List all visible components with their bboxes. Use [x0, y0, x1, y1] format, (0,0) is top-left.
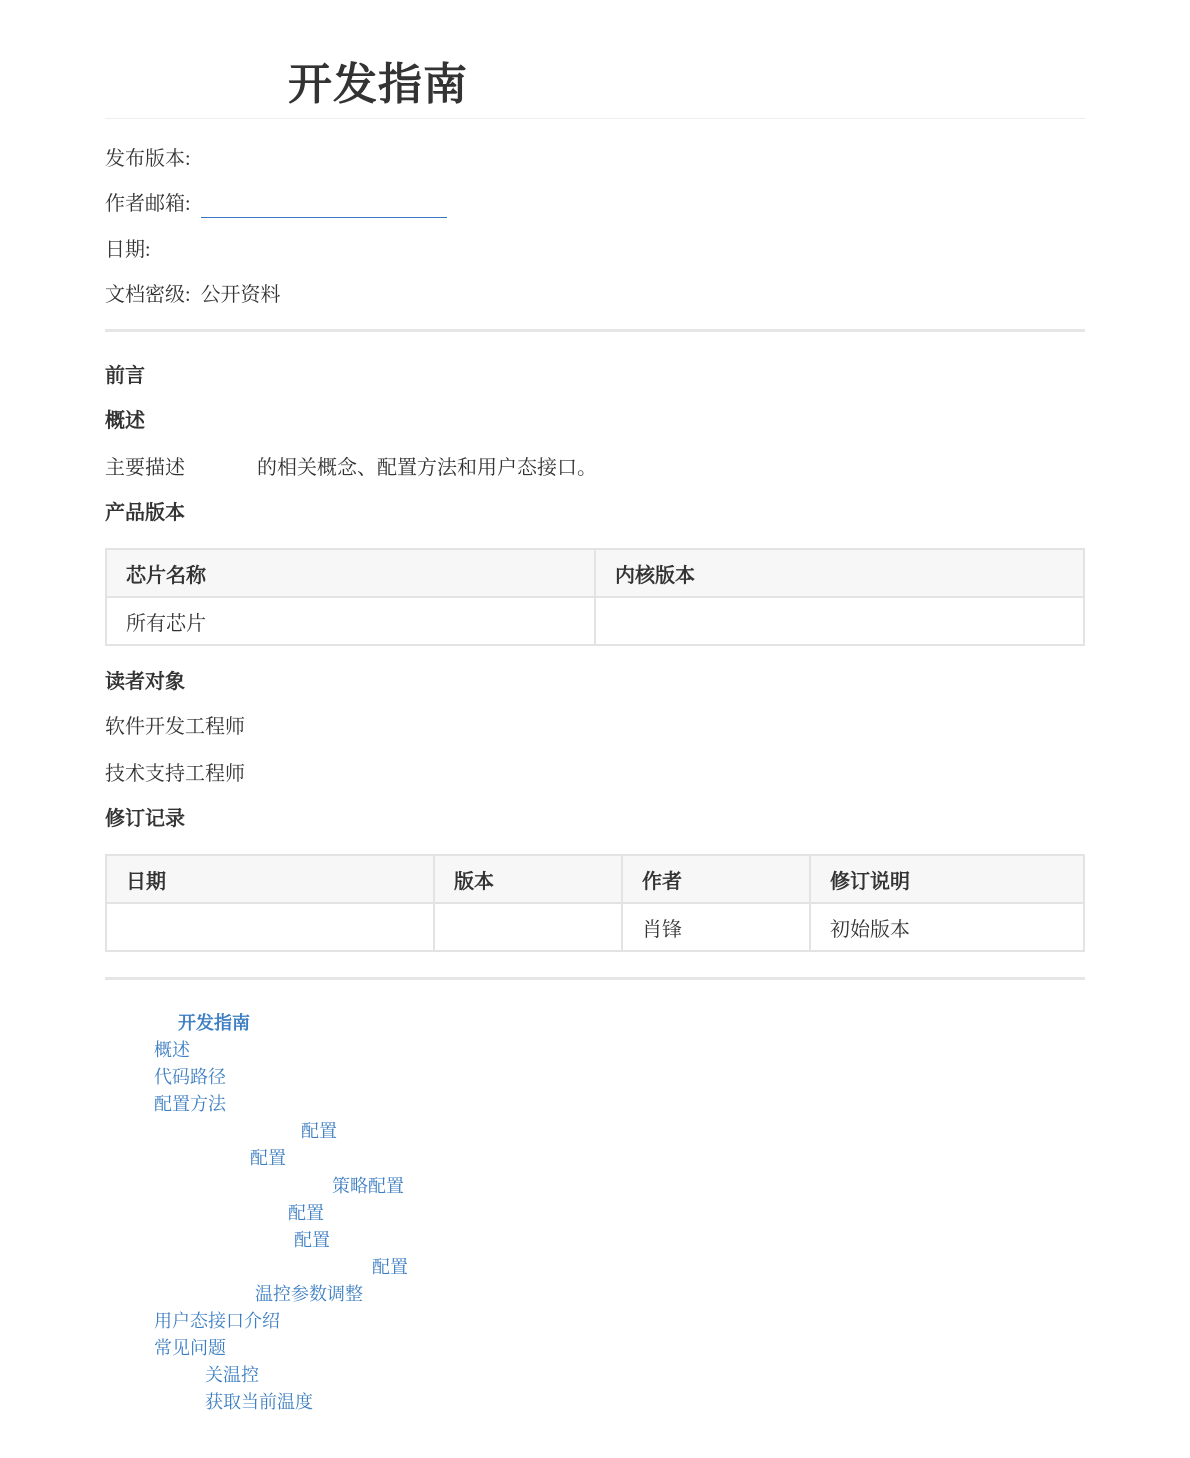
email-link[interactable]	[201, 193, 447, 218]
toc-link[interactable]: 配置	[372, 1257, 408, 1277]
meta-version	[105, 142, 191, 171]
toc-link[interactable]: 关温控	[205, 1365, 259, 1385]
table-cell	[595, 597, 1084, 645]
table-cell	[434, 903, 622, 951]
table-header-cell: 芯片名称	[106, 549, 595, 597]
toc-link[interactable]: 配置	[250, 1148, 286, 1168]
preface-heading: 前言	[105, 365, 145, 387]
overview-heading: 概述	[105, 410, 145, 432]
title-divider	[105, 118, 1085, 119]
table-header-cell: 日期	[106, 855, 434, 903]
classification-value: 公开资料	[200, 284, 281, 306]
meta-email	[105, 187, 447, 218]
toc-link[interactable]: 代码路径	[154, 1067, 226, 1087]
toc-link[interactable]: 策略配置	[332, 1176, 404, 1196]
table-cell: 肖锋	[622, 903, 810, 951]
revision-table	[105, 854, 1085, 952]
date-label: 日期:	[105, 239, 151, 261]
table-cell	[106, 903, 434, 951]
classification-label: 文档密级:	[105, 284, 191, 306]
table-header-cell: 内核版本	[595, 549, 1084, 597]
table-header-row	[106, 549, 1084, 597]
table-cell: 初始版本	[810, 903, 1084, 951]
toc-link-title[interactable]: 开发指南	[178, 1013, 250, 1033]
toc-link[interactable]: 概述	[154, 1040, 190, 1060]
revision-heading: 修订记录	[105, 808, 185, 830]
table-row	[106, 903, 1084, 951]
section-divider	[105, 329, 1085, 332]
version-label: 发布版本:	[105, 148, 191, 170]
table-row	[106, 597, 1084, 645]
product-version-table	[105, 548, 1085, 646]
product-version-heading: 产品版本	[105, 502, 185, 524]
toc-link[interactable]: 配置	[294, 1230, 330, 1250]
audience-item: 技术支持工程师	[105, 763, 245, 785]
document-title: 开发指南	[288, 60, 468, 109]
overview-text	[105, 451, 597, 480]
audience-heading: 读者对象	[105, 671, 185, 693]
meta-date	[105, 233, 151, 262]
table-cell: 所有芯片	[106, 597, 595, 645]
overview-text-start: 主要描述	[105, 457, 185, 479]
toc-link[interactable]: 配置	[301, 1121, 337, 1141]
toc-link[interactable]: 配置方法	[154, 1094, 226, 1114]
toc-link[interactable]: 配置	[288, 1203, 324, 1223]
overview-text-end: 的相关概念、配置方法和用户态接口。	[257, 457, 597, 479]
table-header-row	[106, 855, 1084, 903]
toc-link[interactable]: 获取当前温度	[205, 1392, 313, 1412]
toc-link[interactable]: 用户态接口介绍	[154, 1311, 280, 1331]
email-label: 作者邮箱:	[105, 193, 191, 215]
toc-divider	[105, 977, 1085, 980]
table-header-cell: 修订说明	[810, 855, 1084, 903]
table-header-cell: 作者	[622, 855, 810, 903]
table-header-cell: 版本	[434, 855, 622, 903]
meta-classification	[105, 278, 281, 307]
audience-item: 软件开发工程师	[105, 716, 245, 738]
toc-link[interactable]: 常见问题	[154, 1338, 226, 1358]
toc-link[interactable]: 温控参数调整	[255, 1284, 363, 1304]
